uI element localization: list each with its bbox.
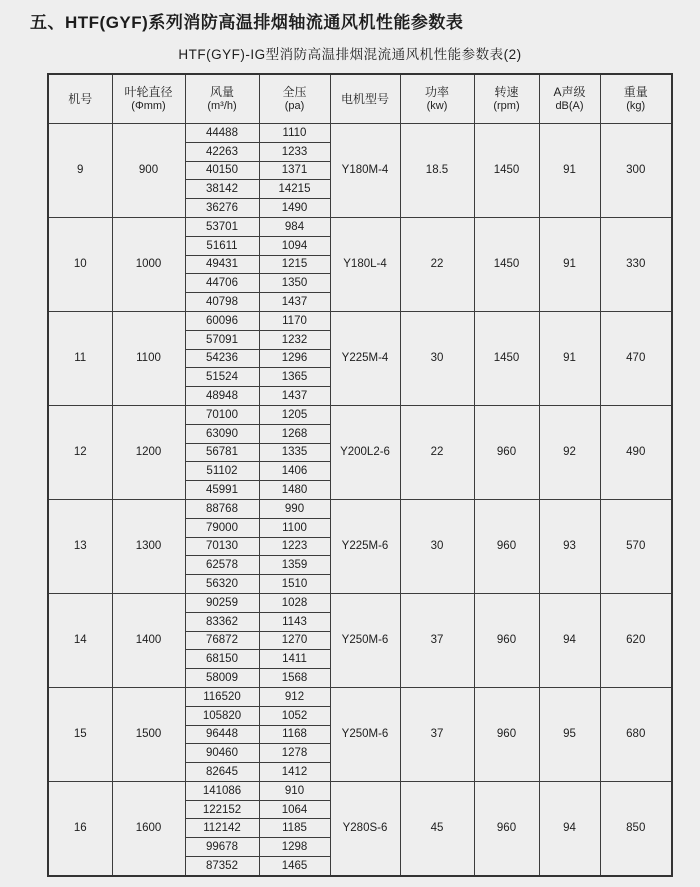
weight-cell: 570 bbox=[600, 499, 672, 593]
header-unit: (kw) bbox=[426, 99, 448, 112]
airflow-cell: 48948 bbox=[185, 387, 259, 406]
pressure-cell: 984 bbox=[259, 217, 330, 236]
weight-cell: 300 bbox=[600, 124, 672, 218]
power-cell: 30 bbox=[400, 499, 474, 593]
pressure-cell: 1064 bbox=[259, 800, 330, 819]
pressure-cell: 1232 bbox=[259, 330, 330, 349]
pressure-cell: 1215 bbox=[259, 255, 330, 274]
airflow-cell: 99678 bbox=[185, 838, 259, 857]
noise-cell: 93 bbox=[539, 499, 600, 593]
weight-cell: 850 bbox=[600, 781, 672, 875]
header-label: 机号 bbox=[68, 91, 93, 106]
table-row bbox=[48, 781, 672, 800]
table-body bbox=[48, 124, 672, 876]
page-subtitle: HTF(GYF)-IG型消防高温排烟混流通风机性能参数表(2) bbox=[178, 47, 522, 62]
airflow-cell: 96448 bbox=[185, 725, 259, 744]
motor-model-cell: Y180L-4 bbox=[330, 217, 400, 311]
table-row bbox=[48, 311, 672, 330]
airflow-cell: 56320 bbox=[185, 575, 259, 594]
pressure-cell: 1168 bbox=[259, 725, 330, 744]
airflow-cell: 36276 bbox=[185, 199, 259, 218]
impeller-diameter-cell: 1100 bbox=[112, 311, 185, 405]
speed-cell: 1450 bbox=[474, 311, 539, 405]
header-unit: (m³/h) bbox=[207, 99, 237, 112]
noise-cell: 92 bbox=[539, 405, 600, 499]
header-label: 叶轮直径 bbox=[124, 84, 173, 99]
pressure-cell: 912 bbox=[259, 687, 330, 706]
pressure-cell: 1278 bbox=[259, 744, 330, 763]
speed-cell: 960 bbox=[474, 593, 539, 687]
fan-parameters-table bbox=[47, 73, 673, 877]
impeller-diameter-cell: 1000 bbox=[112, 217, 185, 311]
airflow-cell: 62578 bbox=[185, 556, 259, 575]
pressure-cell: 1568 bbox=[259, 669, 330, 688]
power-cell: 18.5 bbox=[400, 124, 474, 218]
airflow-cell: 49431 bbox=[185, 255, 259, 274]
noise-cell: 95 bbox=[539, 687, 600, 781]
model-no-cell: 10 bbox=[48, 217, 112, 311]
airflow-cell: 57091 bbox=[185, 330, 259, 349]
pressure-cell: 1223 bbox=[259, 537, 330, 556]
airflow-cell: 83362 bbox=[185, 612, 259, 631]
pressure-cell: 1270 bbox=[259, 631, 330, 650]
power-cell: 30 bbox=[400, 311, 474, 405]
pressure-cell: 1359 bbox=[259, 556, 330, 575]
speed-cell: 960 bbox=[474, 687, 539, 781]
motor-model-cell: Y180M-4 bbox=[330, 124, 400, 218]
header-cell-airflow bbox=[185, 74, 259, 124]
airflow-cell: 112142 bbox=[185, 819, 259, 838]
airflow-cell: 70100 bbox=[185, 405, 259, 424]
header-cell-weight bbox=[600, 74, 672, 124]
airflow-cell: 90259 bbox=[185, 593, 259, 612]
airflow-cell: 60096 bbox=[185, 311, 259, 330]
model-no-cell: 9 bbox=[48, 124, 112, 218]
header-cell-power bbox=[400, 74, 474, 124]
model-no-cell: 16 bbox=[48, 781, 112, 875]
motor-model-cell: Y250M-6 bbox=[330, 687, 400, 781]
airflow-cell: 45991 bbox=[185, 481, 259, 500]
pressure-cell: 1296 bbox=[259, 349, 330, 368]
pressure-cell: 1298 bbox=[259, 838, 330, 857]
header-row bbox=[48, 74, 672, 124]
weight-cell: 620 bbox=[600, 593, 672, 687]
pressure-cell: 1052 bbox=[259, 706, 330, 725]
header-cell-motor-model bbox=[330, 74, 400, 124]
airflow-cell: 68150 bbox=[185, 650, 259, 669]
pressure-cell: 1350 bbox=[259, 274, 330, 293]
header-unit: (pa) bbox=[284, 99, 305, 112]
noise-cell: 94 bbox=[539, 781, 600, 875]
header-cell-speed bbox=[474, 74, 539, 124]
pressure-cell: 990 bbox=[259, 499, 330, 518]
page-title: 五、HTF(GYF)系列消防高温排烟轴流通风机性能参数表 bbox=[30, 13, 464, 32]
airflow-cell: 105820 bbox=[185, 706, 259, 725]
airflow-cell: 141086 bbox=[185, 781, 259, 800]
model-no-cell: 13 bbox=[48, 499, 112, 593]
pressure-cell: 910 bbox=[259, 781, 330, 800]
airflow-cell: 76872 bbox=[185, 631, 259, 650]
pressure-cell: 1412 bbox=[259, 763, 330, 782]
speed-cell: 1450 bbox=[474, 217, 539, 311]
airflow-cell: 87352 bbox=[185, 857, 259, 876]
header-cell-impeller-diameter bbox=[112, 74, 185, 124]
pressure-cell: 1406 bbox=[259, 462, 330, 481]
airflow-cell: 88768 bbox=[185, 499, 259, 518]
pressure-cell: 1335 bbox=[259, 443, 330, 462]
pressure-cell: 1411 bbox=[259, 650, 330, 669]
power-cell: 37 bbox=[400, 593, 474, 687]
noise-cell: 94 bbox=[539, 593, 600, 687]
header-unit: (Φmm) bbox=[131, 99, 166, 112]
model-no-cell: 15 bbox=[48, 687, 112, 781]
weight-cell: 330 bbox=[600, 217, 672, 311]
impeller-diameter-cell: 1400 bbox=[112, 593, 185, 687]
pressure-cell: 1365 bbox=[259, 368, 330, 387]
airflow-cell: 116520 bbox=[185, 687, 259, 706]
weight-cell: 490 bbox=[600, 405, 672, 499]
pressure-cell: 14215 bbox=[259, 180, 330, 199]
airflow-cell: 58009 bbox=[185, 669, 259, 688]
pressure-cell: 1480 bbox=[259, 481, 330, 500]
pressure-cell: 1143 bbox=[259, 612, 330, 631]
model-no-cell: 14 bbox=[48, 593, 112, 687]
motor-model-cell: Y250M-6 bbox=[330, 593, 400, 687]
header-unit: (kg) bbox=[626, 99, 646, 112]
header-label: 功率 bbox=[424, 84, 449, 99]
pressure-cell: 1100 bbox=[259, 518, 330, 537]
header-label: 重量 bbox=[623, 84, 648, 99]
pressure-cell: 1465 bbox=[259, 857, 330, 876]
power-cell: 22 bbox=[400, 405, 474, 499]
noise-cell: 91 bbox=[539, 311, 600, 405]
header-cell-noise-level bbox=[539, 74, 600, 124]
table-row bbox=[48, 405, 672, 424]
header-label: 全压 bbox=[282, 84, 307, 99]
airflow-cell: 44706 bbox=[185, 274, 259, 293]
speed-cell: 960 bbox=[474, 781, 539, 875]
airflow-cell: 53701 bbox=[185, 217, 259, 236]
speed-cell: 1450 bbox=[474, 124, 539, 218]
airflow-cell: 44488 bbox=[185, 124, 259, 143]
header-label: 电机型号 bbox=[340, 91, 389, 106]
pressure-cell: 1185 bbox=[259, 819, 330, 838]
motor-model-cell: Y200L2-6 bbox=[330, 405, 400, 499]
header-unit: (rpm) bbox=[493, 99, 520, 112]
impeller-diameter-cell: 900 bbox=[112, 124, 185, 218]
motor-model-cell: Y225M-4 bbox=[330, 311, 400, 405]
table-row bbox=[48, 593, 672, 612]
pressure-cell: 1268 bbox=[259, 424, 330, 443]
table-row bbox=[48, 687, 672, 706]
model-no-cell: 11 bbox=[48, 311, 112, 405]
header-unit: dB(A) bbox=[555, 99, 584, 112]
impeller-diameter-cell: 1200 bbox=[112, 405, 185, 499]
impeller-diameter-cell: 1600 bbox=[112, 781, 185, 875]
pressure-cell: 1437 bbox=[259, 293, 330, 312]
impeller-diameter-cell: 1500 bbox=[112, 687, 185, 781]
noise-cell: 91 bbox=[539, 124, 600, 218]
motor-model-cell: Y280S-6 bbox=[330, 781, 400, 875]
speed-cell: 960 bbox=[474, 499, 539, 593]
weight-cell: 680 bbox=[600, 687, 672, 781]
airflow-cell: 122152 bbox=[185, 800, 259, 819]
airflow-cell: 42263 bbox=[185, 142, 259, 161]
impeller-diameter-cell: 1300 bbox=[112, 499, 185, 593]
pressure-cell: 1028 bbox=[259, 593, 330, 612]
pressure-cell: 1437 bbox=[259, 387, 330, 406]
header-label: 风量 bbox=[209, 84, 234, 99]
noise-cell: 91 bbox=[539, 217, 600, 311]
pressure-cell: 1170 bbox=[259, 311, 330, 330]
airflow-cell: 56781 bbox=[185, 443, 259, 462]
pressure-cell: 1510 bbox=[259, 575, 330, 594]
pressure-cell: 1205 bbox=[259, 405, 330, 424]
airflow-cell: 79000 bbox=[185, 518, 259, 537]
pressure-cell: 1094 bbox=[259, 236, 330, 255]
airflow-cell: 40798 bbox=[185, 293, 259, 312]
table-row bbox=[48, 217, 672, 236]
pressure-cell: 1110 bbox=[259, 124, 330, 143]
table-row bbox=[48, 124, 672, 143]
table-row bbox=[48, 499, 672, 518]
airflow-cell: 63090 bbox=[185, 424, 259, 443]
airflow-cell: 54236 bbox=[185, 349, 259, 368]
airflow-cell: 51102 bbox=[185, 462, 259, 481]
power-cell: 22 bbox=[400, 217, 474, 311]
airflow-cell: 70130 bbox=[185, 537, 259, 556]
weight-cell: 470 bbox=[600, 311, 672, 405]
model-no-cell: 12 bbox=[48, 405, 112, 499]
pressure-cell: 1490 bbox=[259, 199, 330, 218]
pressure-cell: 1233 bbox=[259, 142, 330, 161]
airflow-cell: 82645 bbox=[185, 763, 259, 782]
power-cell: 45 bbox=[400, 781, 474, 875]
speed-cell: 960 bbox=[474, 405, 539, 499]
airflow-cell: 51524 bbox=[185, 368, 259, 387]
pressure-cell: 1371 bbox=[259, 161, 330, 180]
header-cell-model-no bbox=[48, 74, 112, 124]
header-label: A声级 bbox=[553, 84, 586, 99]
header-label: 转速 bbox=[494, 84, 519, 99]
airflow-cell: 40150 bbox=[185, 161, 259, 180]
airflow-cell: 51611 bbox=[185, 236, 259, 255]
airflow-cell: 90460 bbox=[185, 744, 259, 763]
power-cell: 37 bbox=[400, 687, 474, 781]
header-cell-total-pressure bbox=[259, 74, 330, 124]
motor-model-cell: Y225M-6 bbox=[330, 499, 400, 593]
airflow-cell: 38142 bbox=[185, 180, 259, 199]
